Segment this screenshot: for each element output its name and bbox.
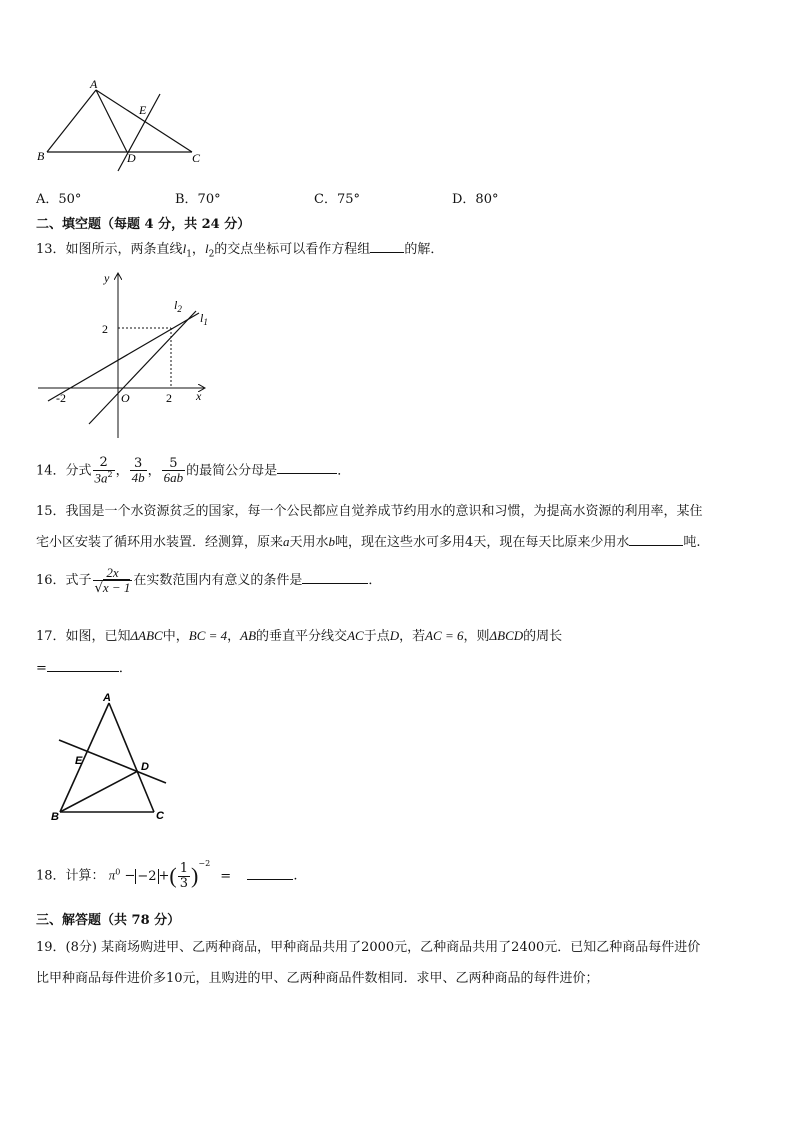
label-l2: $l_2$ (174, 298, 182, 314)
answer-blank[interactable] (370, 240, 404, 253)
answer-blank[interactable] (302, 571, 368, 584)
coordinate-graph-q13 (36, 266, 214, 442)
label-c: C (156, 810, 164, 822)
triangle-figure-q12 (30, 76, 220, 174)
segment-ac (96, 90, 192, 152)
triangle-figure-q17 (48, 688, 178, 826)
label-b: B (37, 149, 45, 163)
label-x-neg2: -2 (56, 391, 66, 405)
answer-blank[interactable] (247, 867, 293, 880)
label-d: D (127, 151, 136, 165)
label-l1: $l_1$ (200, 311, 208, 327)
fraction-one-third: $\frac{1}{3}$ (179, 861, 189, 891)
label-d: D (141, 761, 149, 773)
segment-ac (109, 703, 154, 812)
option-a: A．50° (36, 192, 82, 207)
label-y: y (104, 271, 110, 285)
option-c: C．75° (314, 192, 360, 207)
section-3-heading: 三、解答题（共 78 分） (36, 913, 181, 928)
question-15-line-2: 宅小区安装了循环用水装置．经测算，原来a天用水b吨，现在这些水可多用4天，现在每天比原来少用水 吨. (36, 534, 701, 550)
question-17: 17．如图，已知ΔABC中，BC = 4，AB的垂直平分线交AC于点D，若AC = 6，则ΔBCD的周长 (36, 628, 563, 644)
question-14: 14．分式 $\frac{2}{3a^2}$ ， $\frac{3}{4b}$ ， $\frac{5}{6ab}$ 的最简公分母是 ． (36, 455, 351, 486)
label-e: E (75, 755, 83, 767)
radical-fraction: $\frac{2x}{√x - 1}$ (94, 565, 131, 596)
label-a: A (90, 77, 98, 91)
question-19-line-1: 19．(8分) 某商场购进甲、乙两种商品，甲种商品共用了2000元，乙种商品共用了2400元．已知乙种商品每件进价 (36, 940, 701, 955)
label-x-2: 2 (166, 391, 172, 405)
fraction-1: $\frac{2}{3a^2}$ (94, 455, 113, 485)
segment-bd (60, 771, 138, 812)
answer-blank[interactable] (629, 533, 683, 546)
label-a: A (103, 692, 111, 704)
label-y-2: 2 (102, 322, 108, 336)
label-origin: O (121, 391, 130, 405)
fraction-2: $\frac{3}{4b}$ (131, 455, 145, 486)
question-15-line-1: 15．我国是一个水资源贫乏的国家，每一个公民都应自觉养成节约用水的意识和习惯，为提高水资源的利用率，某住 (36, 504, 703, 519)
question-16: 16．式子 $\frac{2x}{√x - 1}$ 在实数范围内有意义的条件是 ． (36, 565, 382, 596)
answer-blank[interactable] (47, 659, 119, 672)
label-c: C (192, 151, 201, 165)
section-2-heading: 二、填空题（每题 4 分，共 24 分） (36, 217, 251, 232)
label-x: x (196, 389, 202, 403)
question-18: 18．计算： $\pi^0 - -2$ +( $\frac{1}{3}$ )$^{-2}$ = . (36, 859, 298, 891)
fraction-3: $\frac{5}{6ab}$ (163, 455, 184, 486)
label-e: E (139, 103, 147, 117)
answer-blank[interactable] (277, 461, 337, 474)
question-17-answer-line: = ． (36, 661, 132, 676)
question-19-line-2: 比甲种商品每件进价多10元，且购进的甲、乙两种商品件数相同．求甲、乙两种商品的每件进价； (36, 971, 599, 986)
option-b: B．70° (175, 192, 221, 207)
question-13: 13．如图所示，两条直线$l_1$，$l_2$的交点坐标可以看作方程组 的解． (36, 241, 444, 260)
segment-ab (47, 90, 96, 152)
option-d: D．80° (452, 192, 499, 207)
label-b: B (51, 811, 59, 823)
